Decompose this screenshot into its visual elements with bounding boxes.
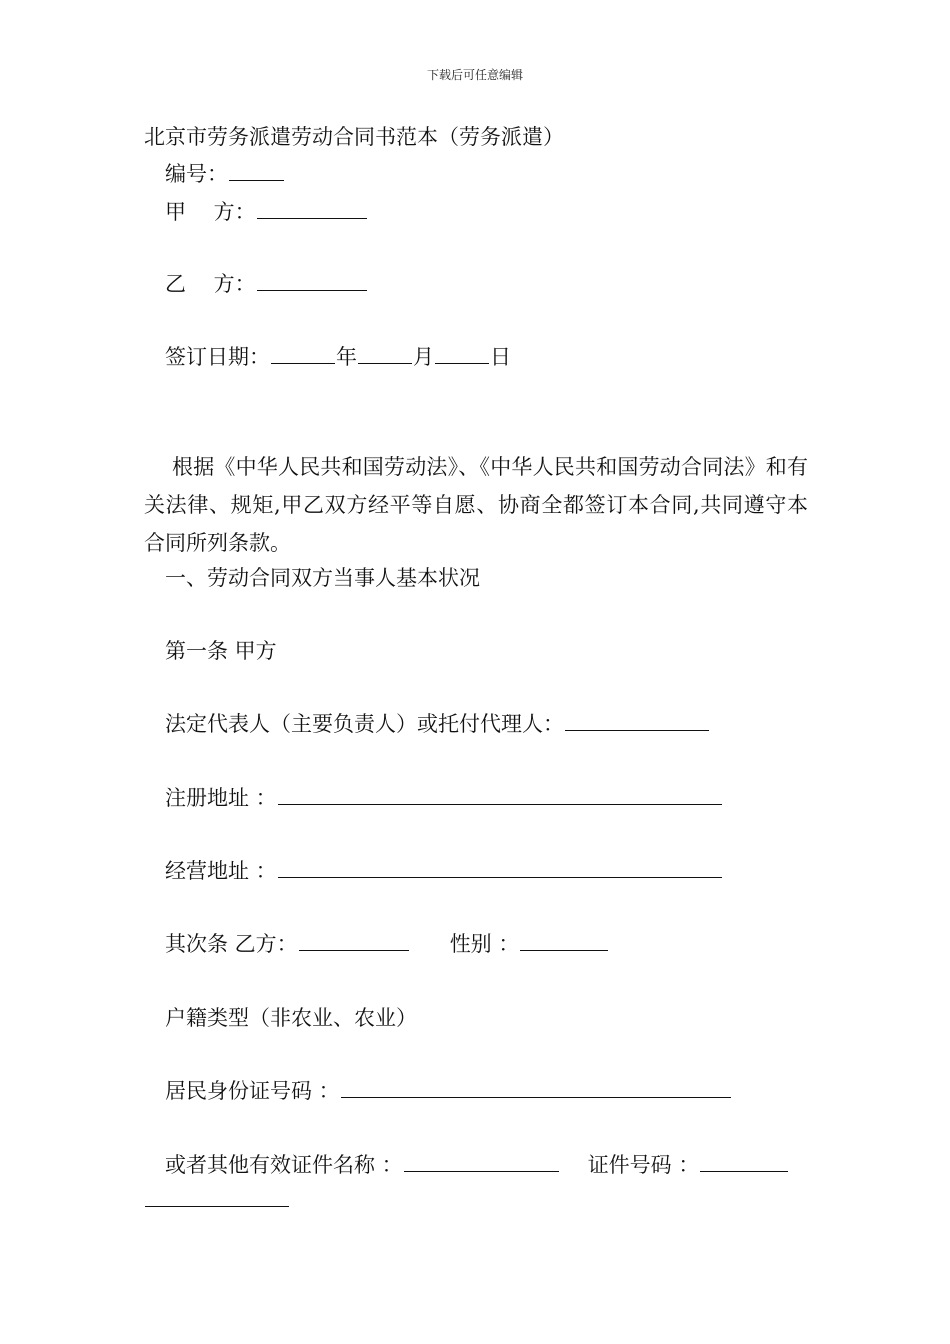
party-b-label: 乙 方： xyxy=(165,272,256,296)
sign-date-row xyxy=(165,343,511,370)
section1-heading: 一、劳动合同双方当事人基本状况 xyxy=(165,566,480,590)
gender-label: 性别 ： xyxy=(449,932,520,956)
id-number-blank[interactable] xyxy=(341,1077,731,1098)
id-no-label: 证件号码 ： xyxy=(587,1153,700,1177)
legal-rep-blank[interactable] xyxy=(565,710,709,731)
party-a-row xyxy=(165,198,368,225)
biz-address-blank[interactable] xyxy=(278,857,722,878)
party-b-name-blank[interactable] xyxy=(299,930,409,951)
other-id-name-label: 或者其他有效证件名称 ： xyxy=(165,1153,403,1177)
article2-label: 其次条 乙方： xyxy=(165,932,298,956)
reg-address-blank[interactable] xyxy=(278,784,722,805)
reg-address-row xyxy=(165,784,723,811)
month-label: 月 xyxy=(413,345,434,369)
contract-number-label: 编号： xyxy=(165,162,228,186)
contract-number-blank[interactable] xyxy=(229,160,284,181)
party-a-blank[interactable] xyxy=(257,198,367,219)
party-a-label: 甲 方： xyxy=(165,200,256,224)
id-number-row xyxy=(165,1077,732,1104)
article1-heading: 第一条 甲方 xyxy=(165,639,277,663)
document-title: 北京市劳务派遣劳动合同书范本（劳务派遣） xyxy=(144,125,564,149)
id-no-continuation-row xyxy=(144,1186,290,1213)
id-no-blank-continued[interactable] xyxy=(145,1186,289,1207)
day-label: 日 xyxy=(490,345,511,369)
legal-rep-row xyxy=(165,710,710,737)
intro-paragraph: 根据《中华人民共和国劳动法》、《中华人民共和国劳动合同法》和有关法律、规矩,甲乙双方经平等自愿、协商全都签订本合同,共同遵守本合同所列条款。 xyxy=(144,455,808,555)
page-header-note: 下载后可任意编辑 xyxy=(426,68,523,82)
id-number-label: 居民身份证号码 ： xyxy=(165,1079,340,1103)
household-type: 户籍类型（非农业、农业） xyxy=(165,1006,417,1030)
reg-address-label: 注册地址 ： xyxy=(165,786,277,810)
other-id-name-blank[interactable] xyxy=(404,1151,559,1172)
party-b-blank[interactable] xyxy=(257,270,367,291)
biz-address-label: 经营地址 ： xyxy=(165,859,277,883)
sign-day-blank[interactable] xyxy=(435,343,489,364)
sign-year-blank[interactable] xyxy=(271,343,335,364)
sign-date-label: 签订日期： xyxy=(165,345,270,369)
legal-rep-label: 法定代表人（主要负责人）或托付代理人： xyxy=(165,712,564,736)
other-id-row xyxy=(165,1151,789,1178)
sign-month-blank[interactable] xyxy=(358,343,412,364)
biz-address-row xyxy=(165,857,723,884)
contract-number-row xyxy=(165,160,285,187)
gender-blank[interactable] xyxy=(520,930,608,951)
article2-row xyxy=(165,930,609,957)
party-b-row xyxy=(165,270,368,297)
id-no-blank[interactable] xyxy=(700,1151,788,1172)
year-label: 年 xyxy=(336,345,357,369)
